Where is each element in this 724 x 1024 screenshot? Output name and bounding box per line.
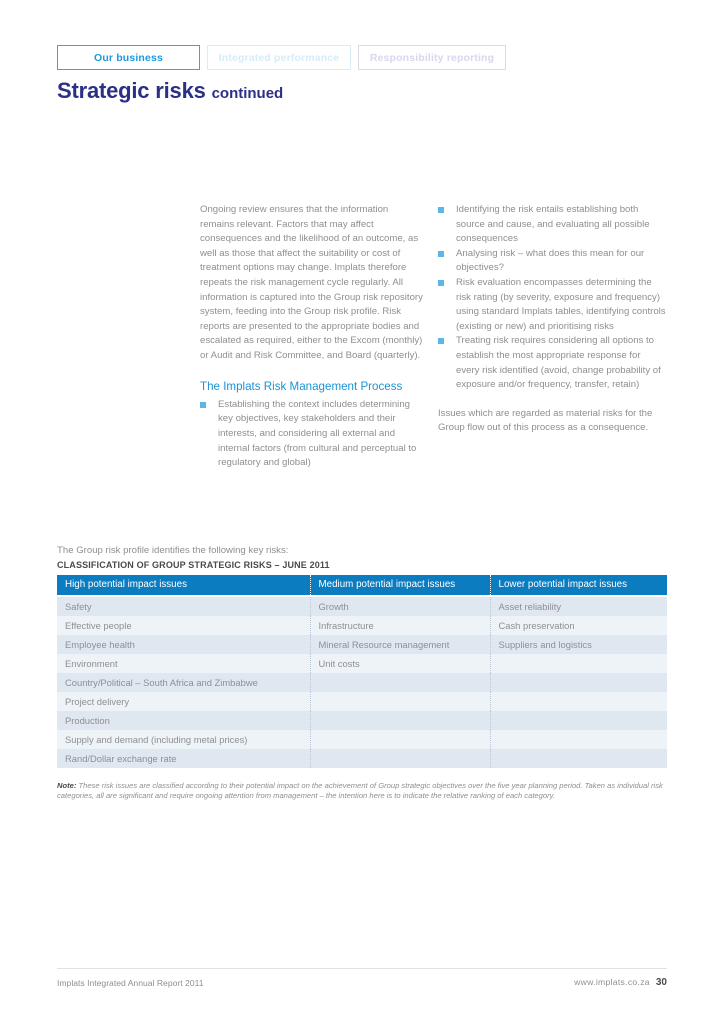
column-header-lower: Lower potential impact issues — [490, 575, 667, 596]
cell-lower — [490, 692, 667, 711]
cell-high: Production — [57, 711, 310, 730]
column-header-high: High potential impact issues — [57, 575, 310, 596]
list-item-label: Treating risk requires considering all options to establish the most appropriate response for every risk identified (avoid, change probability of exposure and/or frequency, transfer, retain) — [456, 335, 661, 391]
left-text-column — [200, 203, 424, 471]
section-tab-bar — [57, 45, 506, 70]
cell-high: Project delivery — [57, 692, 310, 711]
cell-medium: Growth — [310, 596, 490, 616]
list-item — [438, 247, 666, 276]
table-header-row — [57, 575, 667, 596]
table-body — [57, 596, 667, 768]
risk-management-process-heading: The Implats Risk Management Process — [200, 379, 403, 393]
footer-divider — [57, 968, 667, 969]
cell-lower — [490, 654, 667, 673]
cell-medium — [310, 692, 490, 711]
table-caption: CLASSIFICATION OF GROUP STRATEGIC RISKS – JUNE 2011 — [57, 560, 330, 570]
cell-high: Employee health — [57, 635, 310, 654]
footer-page-number: 30 — [655, 977, 667, 988]
cell-high: Rand/Dollar exchange rate — [57, 749, 310, 768]
table-row — [57, 749, 667, 768]
cell-high: Safety — [57, 596, 310, 616]
table-row — [57, 654, 667, 673]
cell-high: Supply and demand (including metal prices) — [57, 730, 310, 749]
table-intro-text: The Group risk profile identifies the following key risks: — [57, 545, 289, 556]
list-item-label: Risk evaluation encompasses determining the risk rating (by severity, exposure and frequency) using standard Implats tables, identifying controls (existing or new) and prioritising risks — [456, 276, 666, 332]
cell-lower: Suppliers and logistics — [490, 635, 667, 654]
footer-right-group — [574, 977, 667, 988]
tab-integrated-performance[interactable]: Integrated performance — [207, 45, 351, 70]
table-row — [57, 730, 667, 749]
tab-responsibility-reporting[interactable]: Responsibility reporting — [358, 45, 506, 70]
left-paragraph: Ongoing review ensures that the information remains relevant. Factors that may affect consequences and the likelihood of an outcome, as well as those that affect the suitability or cost of treatment options may change. Implats therefore repeats the risk management cycle regularly. All information is captured into the Group risk repository system, feeding into the Group risk profile. Risk reports are presented to the appropriate bodies and escalated as required, either to the Excom (monthly) or Audit and Risk Committee, and Board (quarterly). — [200, 204, 423, 361]
table-row — [57, 616, 667, 635]
cell-medium: Unit costs — [310, 654, 490, 673]
right-bullet-list — [438, 203, 666, 393]
column-header-medium: Medium potential impact issues — [310, 575, 490, 596]
cell-medium — [310, 749, 490, 768]
cell-lower: Cash preservation — [490, 616, 667, 635]
strategic-risks-table — [57, 575, 667, 768]
table-note — [57, 781, 667, 802]
page-title — [57, 78, 283, 104]
left-bullet-list — [200, 398, 424, 471]
cell-lower — [490, 711, 667, 730]
page-title-main: Strategic risks — [57, 78, 206, 103]
cell-high: Environment — [57, 654, 310, 673]
list-item — [200, 398, 424, 471]
list-item-label: Analysing risk – what does this mean for our objectives? — [456, 247, 645, 274]
list-item-label: Identifying the risk entails establishing both source and cause, and evaluating all possible consequences — [456, 204, 650, 245]
footer-website[interactable]: www.implats.co.za — [574, 977, 650, 987]
square-bullet-icon — [438, 251, 444, 257]
list-item — [438, 203, 666, 247]
right-text-column — [438, 203, 666, 436]
table-row — [57, 711, 667, 730]
table-row — [57, 673, 667, 692]
cell-medium — [310, 673, 490, 692]
cell-medium — [310, 711, 490, 730]
cell-lower: Asset reliability — [490, 596, 667, 616]
square-bullet-icon — [200, 402, 206, 408]
cell-high: Country/Political – South Africa and Zimbabwe — [57, 673, 310, 692]
square-bullet-icon — [438, 207, 444, 213]
table-row — [57, 596, 667, 616]
table-row — [57, 692, 667, 711]
tab-our-business[interactable]: Our business — [57, 45, 200, 70]
cell-medium: Infrastructure — [310, 616, 490, 635]
table-note-label: Note: — [57, 781, 77, 790]
list-item — [438, 276, 666, 334]
page-title-continued: continued — [211, 85, 284, 102]
list-item-label: Establishing the context includes determining key objectives, key stakeholders and their interests, and considering all external and internal factors (from cultural and perceptual to regulatory and global) — [218, 398, 417, 469]
square-bullet-icon — [438, 338, 444, 344]
table-row — [57, 635, 667, 654]
cell-medium — [310, 730, 490, 749]
cell-medium: Mineral Resource management — [310, 635, 490, 654]
cell-lower — [490, 730, 667, 749]
footer-report-name: Implats Integrated Annual Report 2011 — [57, 978, 204, 988]
table-note-text: These risk issues are classified according to their potential impact on the achievement of Group strategic objectives over the five year planning period. Taken as individual risk categories, all are significant and require ongoing attention from management – the intention here is to indicate the relative ranking of each category. — [57, 781, 663, 801]
right-closing-paragraph: Issues which are regarded as material risks for the Group flow out of this process as a consequence. — [438, 407, 653, 434]
cell-lower — [490, 749, 667, 768]
cell-lower — [490, 673, 667, 692]
square-bullet-icon — [438, 280, 444, 286]
cell-high: Effective people — [57, 616, 310, 635]
list-item — [438, 334, 666, 392]
